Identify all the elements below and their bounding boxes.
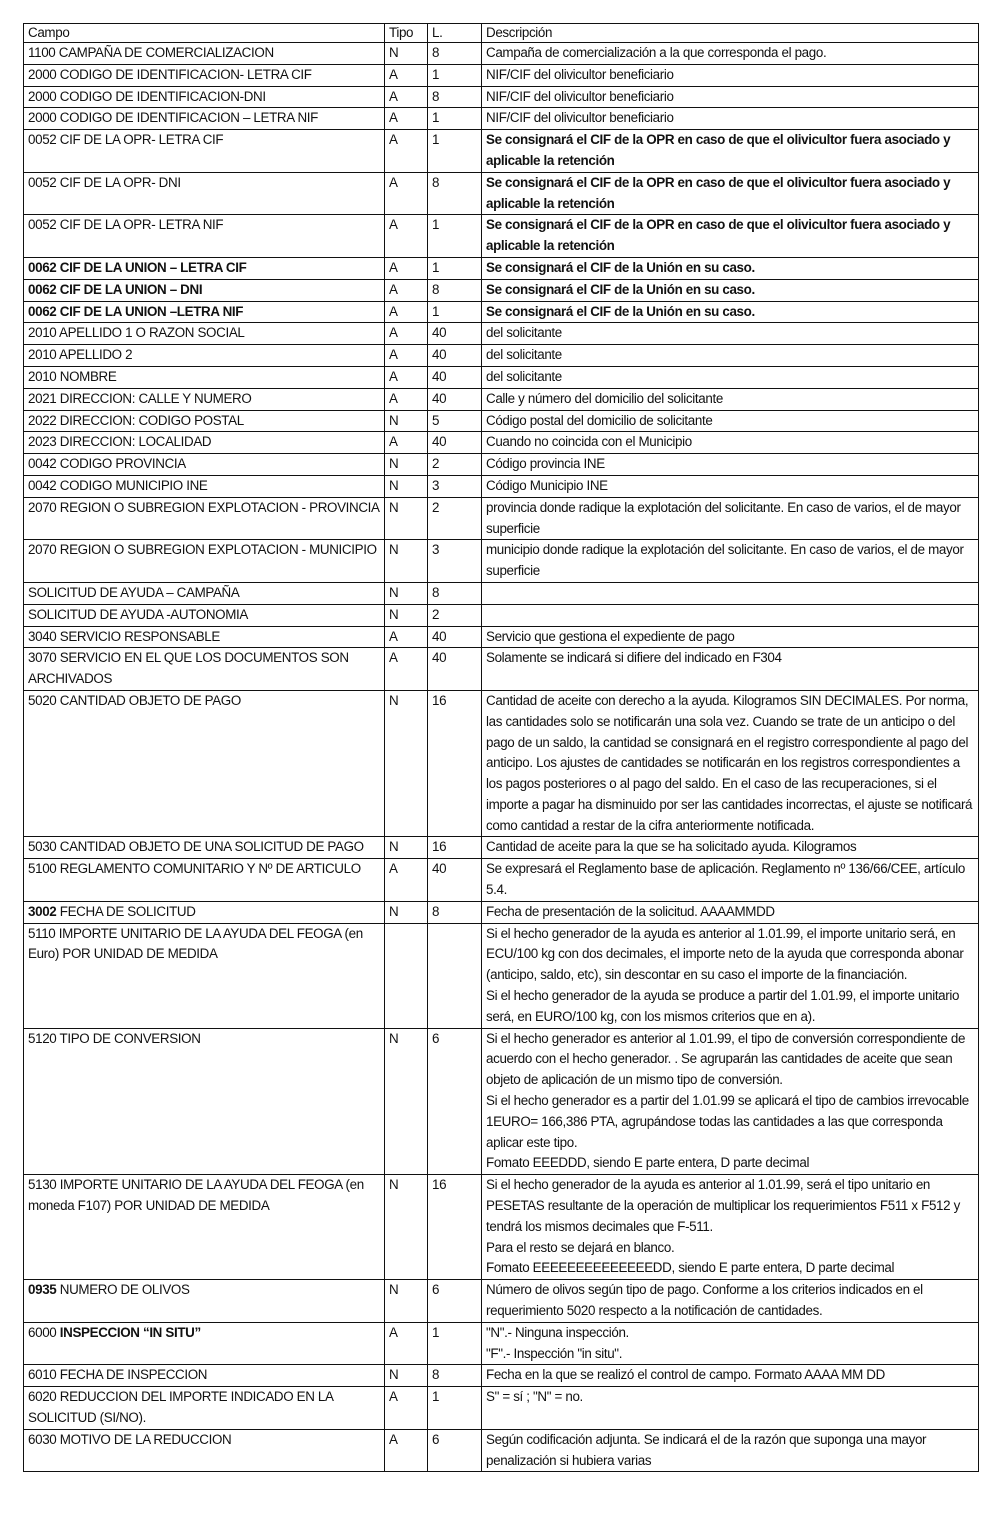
descripcion-paragraph: Se consignará el CIF de la OPR en caso de que el olivicultor fuera asociado y aplicable la retención: [486, 217, 951, 254]
cell-tipo: [385, 923, 428, 1028]
campo-text: 2000 CODIGO DE IDENTIFICACION – LETRA NIF: [28, 110, 318, 126]
campo-text: 3070 SERVICIO EN EL QUE LOS DOCUMENTOS SON ARCHIVADOS: [28, 650, 349, 687]
header-length: L.: [428, 24, 482, 43]
cell-descripcion: [482, 1387, 979, 1430]
cell-tipo: A: [385, 1322, 428, 1365]
campo-text: 3002: [28, 903, 57, 919]
cell-tipo: A: [385, 626, 428, 648]
table-row: [24, 257, 979, 279]
header-tipo: Tipo: [385, 24, 428, 43]
campo-text: 2022 DIRECCION: CODIGO POSTAL: [28, 412, 244, 428]
cell-tipo: N: [385, 1175, 428, 1280]
descripcion-paragraph: Para el resto se dejará en blanco.: [486, 1239, 675, 1255]
cell-campo: [24, 279, 385, 301]
campo-text: 2021 DIRECCION: CALLE Y NUMERO: [28, 390, 252, 406]
table-row: [24, 432, 979, 454]
table-row: [24, 690, 979, 837]
cell-length: 1: [428, 1387, 482, 1430]
header-campo: Campo: [24, 24, 385, 43]
cell-tipo: A: [385, 323, 428, 345]
cell-tipo: A: [385, 648, 428, 691]
cell-length: 40: [428, 388, 482, 410]
cell-tipo: A: [385, 366, 428, 388]
cell-tipo: N: [385, 1365, 428, 1387]
cell-campo: [24, 923, 385, 1028]
cell-tipo: N: [385, 475, 428, 497]
table-row: [24, 1365, 979, 1387]
cell-campo: [24, 366, 385, 388]
campo-text: 6010 FECHA DE INSPECCION: [28, 1367, 208, 1383]
cell-length: 1: [428, 130, 482, 173]
descripcion-paragraph: Solamente se indicará si difiere del indicado en F304: [486, 650, 782, 666]
campo-text: 0935: [28, 1282, 57, 1298]
cell-tipo: N: [385, 1280, 428, 1323]
cell-campo: [24, 837, 385, 859]
campo-text: 0042 CODIGO MUNICIPIO INE: [28, 477, 208, 493]
cell-campo: [24, 130, 385, 173]
campo-text: 2070 REGION O SUBREGION EXPLOTACION - PROVINCIA: [28, 499, 380, 515]
descripcion-paragraph: Servicio que gestiona el expediente de pago: [486, 628, 735, 644]
descripcion-paragraph: Fomato EEEEEEEEEEEEEEDD, siendo E parte entera, D parte decimal: [486, 1260, 895, 1276]
cell-campo: [24, 108, 385, 130]
table-row: [24, 1322, 979, 1365]
campo-text: 0062 CIF DE LA UNION – LETRA CIF: [28, 259, 247, 275]
cell-campo: [24, 323, 385, 345]
cell-descripcion: [482, 43, 979, 65]
cell-campo: [24, 497, 385, 540]
cell-campo: [24, 172, 385, 215]
cell-length: 40: [428, 366, 482, 388]
cell-tipo: N: [385, 582, 428, 604]
campo-text: 2023 DIRECCION: LOCALIDAD: [28, 434, 212, 450]
descripcion-paragraph: Cantidad de aceite con derecho a la ayuda. Kilogramos SIN DECIMALES. Por norma, las cantidades solo se notificarán una sola vez. Cuando se trate de un anticipo o del pago de un saldo, la cantidad se consignará en el registro correspondiente al pago del anticipo. Los ajustes de cantidades se notificarán en los registros correspondientes a los pagos posteriores o al pago del saldo. En el caso de las recuperaciones, si el importe a pagar ha disminuido por ser las cantidades incorrectas, el ajuste se notificará como cantidad a restar de la cifra anteriormente notificada.: [486, 692, 973, 833]
cell-descripcion: [482, 1175, 979, 1280]
campo-text: 6020 REDUCCION DEL IMPORTE INDICADO EN LA SOLICITUD (SI/NO).: [28, 1389, 333, 1425]
cell-descripcion: [482, 475, 979, 497]
header-descripcion: Descripción: [482, 24, 979, 43]
descripcion-paragraph: Fomato EEEDDD, siendo E parte entera, D parte decimal: [486, 1155, 810, 1171]
cell-length: 1: [428, 257, 482, 279]
cell-campo: [24, 64, 385, 86]
cell-length: 1: [428, 301, 482, 323]
cell-length: 16: [428, 1175, 482, 1280]
cell-campo: [24, 454, 385, 476]
cell-descripcion: [482, 323, 979, 345]
cell-campo: [24, 582, 385, 604]
cell-length: 40: [428, 432, 482, 454]
cell-descripcion: [482, 301, 979, 323]
table-row: [24, 626, 979, 648]
cell-length: 2: [428, 497, 482, 540]
cell-length: 8: [428, 172, 482, 215]
cell-tipo: N: [385, 901, 428, 923]
cell-descripcion: [482, 497, 979, 540]
campo-text: 5030 CANTIDAD OBJETO DE UNA SOLICITUD DE PAGO: [28, 839, 364, 855]
cell-tipo: A: [385, 1429, 428, 1472]
table-row: [24, 366, 979, 388]
campo-text: 6000: [28, 1324, 60, 1340]
cell-tipo: A: [385, 1387, 428, 1430]
cell-campo: [24, 432, 385, 454]
cell-tipo: A: [385, 345, 428, 367]
descripcion-paragraph: Cantidad de aceite para la que se ha solicitado ayuda. Kilogramos: [486, 839, 857, 855]
table-row: [24, 279, 979, 301]
cell-campo: [24, 540, 385, 583]
cell-descripcion: [482, 215, 979, 258]
cell-descripcion: [482, 410, 979, 432]
campo-text: 2010 NOMBRE: [28, 368, 117, 384]
descripcion-paragraph: Según codificación adjunta. Se indicará el de la razón que suponga una mayor penalización si hubiera varias: [486, 1431, 927, 1468]
cell-tipo: N: [385, 540, 428, 583]
cell-length: 40: [428, 323, 482, 345]
cell-descripcion: [482, 648, 979, 691]
campo-text: 2000 CODIGO DE IDENTIFICACION-DNI: [28, 88, 266, 104]
descripcion-paragraph: "N".- Ninguna inspección.: [486, 1324, 629, 1340]
descripcion-paragraph: Si el hecho generador de la ayuda se produce a partir del 1.01.99, el importe unitario será, en EURO/100 kg, con los mismos criterios que en a).: [486, 988, 960, 1024]
cell-tipo: A: [385, 257, 428, 279]
cell-campo: [24, 901, 385, 923]
cell-length: 5: [428, 410, 482, 432]
cell-campo: [24, 859, 385, 902]
cell-descripcion: [482, 279, 979, 301]
cell-descripcion: [482, 1429, 979, 1472]
cell-campo: [24, 1280, 385, 1323]
table-row: [24, 901, 979, 923]
descripcion-paragraph: Si el hecho generador de la ayuda es anterior al 1.01.99, será el tipo unitario en PESETAS resultante de la operación de multiplicar los requerimientos F511 x F512 y tendrá los mismos decimales que F-511.: [486, 1177, 960, 1234]
descripcion-paragraph: del solicitante: [486, 368, 562, 384]
cell-campo: [24, 86, 385, 108]
cell-tipo: N: [385, 410, 428, 432]
cell-descripcion: [482, 130, 979, 173]
campo-text: FECHA DE SOLICITUD: [56, 903, 196, 919]
table-row: [24, 43, 979, 65]
cell-tipo: N: [385, 690, 428, 837]
fields-table: [23, 23, 979, 1472]
descripcion-paragraph: municipio donde radique la explotación del solicitante. En caso de varios, el de mayor superficie: [486, 542, 964, 579]
campo-text: 1100 CAMPAÑA DE COMERCIALIZACION: [28, 45, 274, 60]
campo-text: 0062 CIF DE LA UNION – DNI: [28, 281, 203, 297]
campo-text: 5120 TIPO DE CONVERSION: [28, 1030, 201, 1046]
cell-length: 6: [428, 1028, 482, 1175]
cell-tipo: A: [385, 388, 428, 410]
cell-length: 8: [428, 1365, 482, 1387]
campo-text: 2010 APELLIDO 1 O RAZON SOCIAL: [28, 325, 245, 341]
campo-text: INSPECCION “IN SITU”: [59, 1324, 201, 1340]
cell-tipo: A: [385, 64, 428, 86]
descripcion-paragraph: NIF/CIF del olivicultor beneficiario: [486, 110, 674, 126]
cell-campo: [24, 690, 385, 837]
cell-tipo: A: [385, 130, 428, 173]
cell-campo: [24, 604, 385, 626]
campo-text: 5020 CANTIDAD OBJETO DE PAGO: [28, 692, 241, 708]
cell-tipo: A: [385, 86, 428, 108]
descripcion-paragraph: NIF/CIF del olivicultor beneficiario: [486, 88, 674, 104]
cell-campo: [24, 475, 385, 497]
table-row: [24, 604, 979, 626]
cell-campo: [24, 43, 385, 65]
cell-length: 3: [428, 475, 482, 497]
descripcion-paragraph: Número de olivos según tipo de pago. Conforme a los criterios indicados en el requerimiento 5020 respecto a la notificación de cantidades.: [486, 1282, 923, 1319]
cell-length: 16: [428, 837, 482, 859]
cell-length: 16: [428, 690, 482, 837]
campo-text: 5130 IMPORTE UNITARIO DE LA AYUDA DEL FEOGA (en moneda F107) POR UNIDAD DE MEDIDA: [28, 1177, 364, 1214]
table-row: [24, 1028, 979, 1175]
cell-campo: [24, 388, 385, 410]
cell-length: 40: [428, 626, 482, 648]
descripcion-paragraph: "F".- Inspección "in situ".: [486, 1345, 623, 1361]
table-row: [24, 215, 979, 258]
cell-tipo: A: [385, 215, 428, 258]
descripcion-paragraph: NIF/CIF del olivicultor beneficiario: [486, 66, 674, 82]
campo-text: 5110 IMPORTE UNITARIO DE LA AYUDA DEL FEOGA (en Euro) POR UNIDAD DE MEDIDA: [28, 925, 363, 962]
cell-descripcion: [482, 1028, 979, 1175]
campo-text: 2070 REGION O SUBREGION EXPLOTACION - MUNICIPIO: [28, 542, 377, 558]
descripcion-paragraph: Se consignará el CIF de la Unión en su caso.: [486, 259, 755, 275]
descripcion-paragraph: Si el hecho generador de la ayuda es anterior al 1.01.99, el importe unitario será, en ECU/100 kg con dos decimales, el importe neto de la ayuda que corresponda abonar (anticipo, saldo, etc), sin descontar en su caso el importe de la financiación.: [486, 925, 964, 983]
table-row: [24, 582, 979, 604]
descripcion-paragraph: Calle y número del domicilio del solicitante: [486, 390, 723, 406]
cell-length: 40: [428, 648, 482, 691]
cell-tipo: N: [385, 454, 428, 476]
cell-campo: [24, 626, 385, 648]
cell-descripcion: [482, 690, 979, 837]
descripcion-paragraph: Código Municipio INE: [486, 477, 608, 493]
campo-text: SOLICITUD DE AYUDA -AUTONOMIA: [28, 606, 249, 622]
cell-tipo: A: [385, 301, 428, 323]
cell-length: 8: [428, 901, 482, 923]
campo-text: 3040 SERVICIO RESPONSABLE: [28, 628, 220, 644]
cell-length: 40: [428, 859, 482, 902]
table-row: [24, 345, 979, 367]
descripcion-paragraph: del solicitante: [486, 325, 562, 341]
cell-descripcion: [482, 923, 979, 1028]
cell-descripcion: [482, 604, 979, 626]
table-row: [24, 410, 979, 432]
table-row: [24, 475, 979, 497]
cell-length: 6: [428, 1280, 482, 1323]
cell-campo: [24, 1175, 385, 1280]
cell-descripcion: [482, 108, 979, 130]
cell-length: 8: [428, 279, 482, 301]
cell-descripcion: [482, 86, 979, 108]
table-row: [24, 130, 979, 173]
cell-tipo: N: [385, 497, 428, 540]
cell-descripcion: [482, 837, 979, 859]
cell-tipo: N: [385, 1028, 428, 1175]
table-row: [24, 301, 979, 323]
cell-tipo: A: [385, 432, 428, 454]
campo-text: 2000 CODIGO DE IDENTIFICACION- LETRA CIF: [28, 66, 312, 82]
table-row: [24, 497, 979, 540]
cell-length: 1: [428, 108, 482, 130]
cell-tipo: A: [385, 279, 428, 301]
table-row: [24, 86, 979, 108]
descripcion-paragraph: Si el hecho generador es anterior al 1.01.99, el tipo de conversión correspondiente de acuerdo con el hecho generador. . Se agruparán las cantidades de aceite que sean objeto de aplicación de un mismo tipo de conversión.: [486, 1030, 966, 1088]
cell-campo: [24, 257, 385, 279]
descripcion-paragraph: Se consignará el CIF de la OPR en caso de que el olivicultor fuera asociado y aplicable la retención: [486, 132, 951, 168]
descripcion-paragraph: provincia donde radique la explotación del solicitante. En caso de varios, el de mayor superficie: [486, 499, 961, 536]
table-row: [24, 64, 979, 86]
campo-text: NUMERO DE OLIVOS: [56, 1282, 190, 1298]
campo-text: 0052 CIF DE LA OPR- LETRA NIF: [28, 217, 224, 233]
descripcion-paragraph: Cuando no coincida con el Municipio: [486, 434, 692, 450]
descripcion-paragraph: Fecha de presentación de la solicitud. AAAAMMDD: [486, 903, 775, 919]
cell-campo: [24, 301, 385, 323]
cell-descripcion: [482, 388, 979, 410]
cell-length: [428, 923, 482, 1028]
descripcion-paragraph: Campaña de comercialización a la que corresponda el pago.: [486, 45, 827, 60]
descripcion-paragraph: Si el hecho generador es a partir del 1.01.99 se aplicará el tipo de cambios irrevocable 1EURO= 166,386 PTA, agrupándose todas las cantidades a las que corresponda aplicar este tipo.: [486, 1093, 969, 1150]
cell-descripcion: [482, 1365, 979, 1387]
cell-length: 2: [428, 454, 482, 476]
cell-descripcion: [482, 366, 979, 388]
cell-length: 40: [428, 345, 482, 367]
descripcion-paragraph: Se consignará el CIF de la OPR en caso de que el olivicultor fuera asociado y aplicable la retención: [486, 174, 951, 211]
campo-text: 2010 APELLIDO 2: [28, 347, 133, 363]
cell-length: 8: [428, 582, 482, 604]
cell-tipo: N: [385, 837, 428, 859]
table-row: [24, 837, 979, 859]
cell-campo: [24, 1429, 385, 1472]
cell-campo: [24, 648, 385, 691]
campo-text: 0042 CODIGO PROVINCIA: [28, 456, 186, 472]
table-row: [24, 454, 979, 476]
campo-text: 6030 MOTIVO DE LA REDUCCION: [28, 1431, 232, 1447]
cell-descripcion: [482, 859, 979, 902]
cell-length: 1: [428, 1322, 482, 1365]
cell-tipo: A: [385, 172, 428, 215]
cell-length: 8: [428, 86, 482, 108]
campo-text: 5100 REGLAMENTO COMUNITARIO Y Nº DE ARTICULO: [28, 861, 361, 877]
cell-length: 6: [428, 1429, 482, 1472]
descripcion-paragraph: Se consignará el CIF de la Unión en su caso.: [486, 281, 755, 297]
cell-descripcion: [482, 582, 979, 604]
cell-length: 1: [428, 215, 482, 258]
cell-campo: [24, 345, 385, 367]
cell-descripcion: [482, 64, 979, 86]
cell-tipo: A: [385, 108, 428, 130]
table-row: [24, 108, 979, 130]
descripcion-paragraph: Código postal del domicilio de solicitante: [486, 412, 713, 428]
header-row: [24, 24, 979, 43]
descripcion-paragraph: S" = sí ; "N" = no.: [486, 1389, 583, 1405]
cell-length: 3: [428, 540, 482, 583]
campo-text: SOLICITUD DE AYUDA – CAMPAÑA: [28, 584, 240, 600]
cell-campo: [24, 1028, 385, 1175]
cell-descripcion: [482, 172, 979, 215]
campo-text: 0052 CIF DE LA OPR- DNI: [28, 174, 181, 190]
campo-text: 0062 CIF DE LA UNION –LETRA NIF: [28, 303, 244, 319]
table-row: [24, 1280, 979, 1323]
cell-tipo: A: [385, 859, 428, 902]
cell-campo: [24, 1365, 385, 1387]
table-row: [24, 323, 979, 345]
cell-descripcion: [482, 626, 979, 648]
cell-descripcion: [482, 345, 979, 367]
cell-length: 2: [428, 604, 482, 626]
cell-descripcion: [482, 1280, 979, 1323]
descripcion-paragraph: Código provincia INE: [486, 456, 605, 472]
table-row: [24, 388, 979, 410]
table-row: [24, 540, 979, 583]
cell-descripcion: [482, 901, 979, 923]
table-row: [24, 648, 979, 691]
cell-tipo: N: [385, 604, 428, 626]
table-row: [24, 1387, 979, 1430]
cell-descripcion: [482, 432, 979, 454]
table-row: [24, 923, 979, 1028]
cell-campo: [24, 1322, 385, 1365]
cell-campo: [24, 215, 385, 258]
table-row: [24, 1429, 979, 1472]
campo-text: 0052 CIF DE LA OPR- LETRA CIF: [28, 132, 224, 148]
table-row: [24, 1175, 979, 1280]
cell-descripcion: [482, 1322, 979, 1365]
cell-descripcion: [482, 540, 979, 583]
cell-campo: [24, 410, 385, 432]
cell-descripcion: [482, 454, 979, 476]
cell-length: 8: [428, 43, 482, 65]
table-row: [24, 172, 979, 215]
table-row: [24, 859, 979, 902]
descripcion-paragraph: del solicitante: [486, 347, 562, 363]
cell-campo: [24, 1387, 385, 1430]
descripcion-paragraph: Se expresará el Reglamento base de aplicación. Reglamento nº 136/66/CEE, artículo 5.4.: [486, 861, 965, 898]
cell-tipo: N: [385, 43, 428, 65]
cell-descripcion: [482, 257, 979, 279]
cell-length: 1: [428, 64, 482, 86]
descripcion-paragraph: Se consignará el CIF de la Unión en su caso.: [486, 303, 755, 319]
descripcion-paragraph: Fecha en la que se realizó el control de campo. Formato AAAA MM DD: [486, 1367, 885, 1383]
